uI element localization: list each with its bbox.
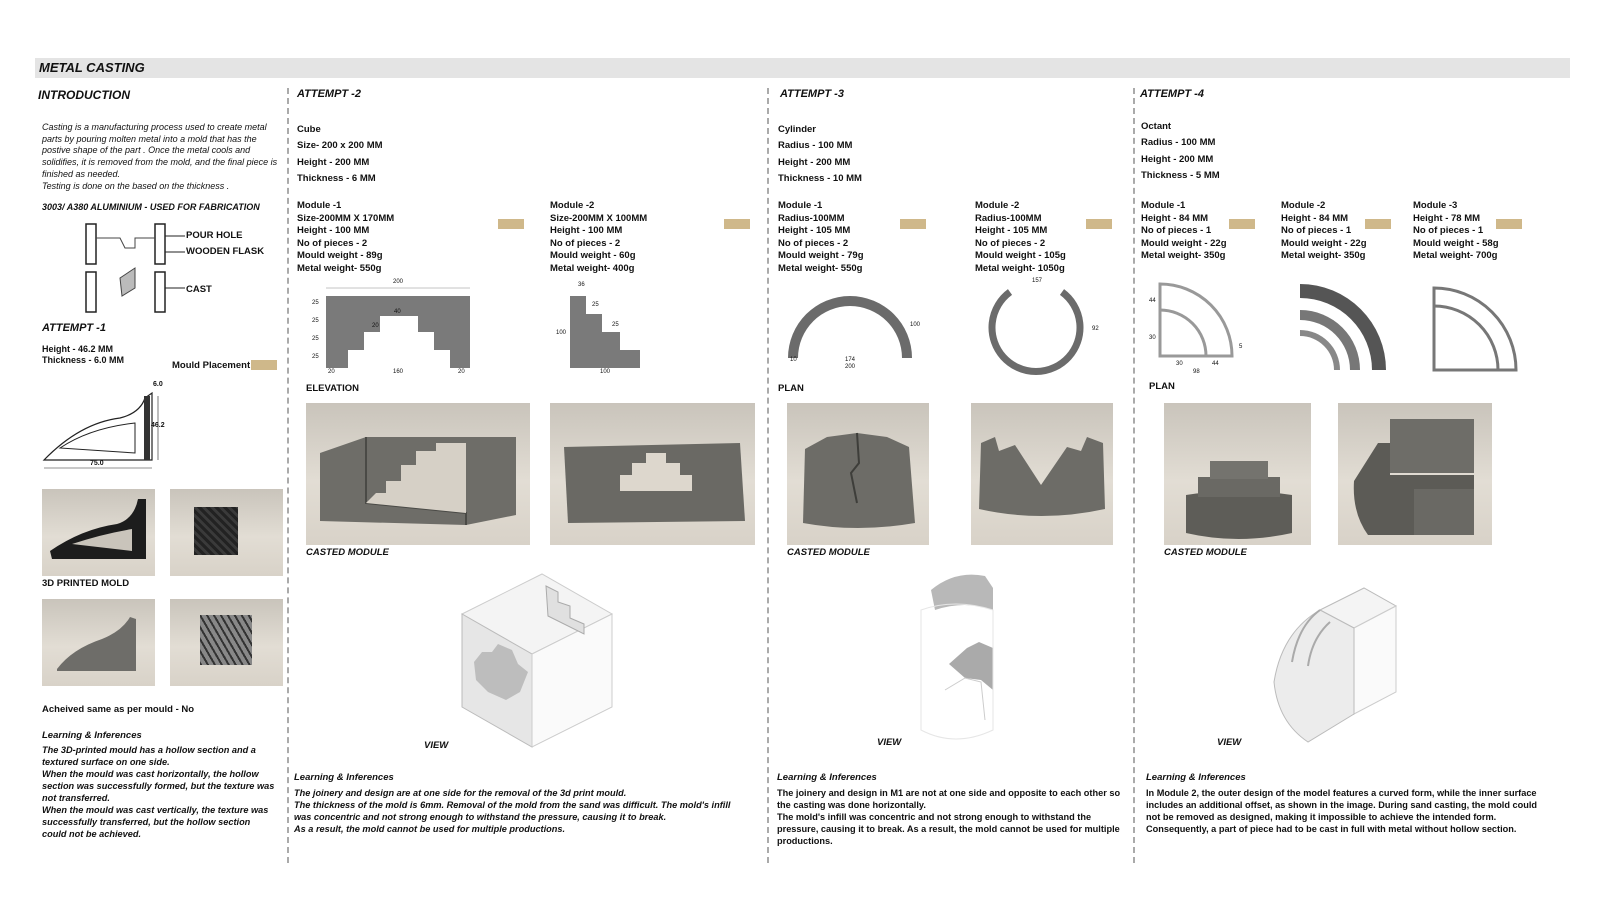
- casted-module-photo: [550, 403, 755, 545]
- diagram-label-pour-hole: POUR HOLE: [186, 230, 243, 241]
- mould-placement-icon: [1086, 219, 1112, 229]
- intro-heading: INTRODUCTION: [38, 88, 130, 102]
- material-label: 3003/ A380 ALUMINIUM - USED FOR FABRICATION: [42, 202, 260, 212]
- attempt3-module1: Module -1 Radius-100MM Height - 105 MM No of pieces - 2 Mould weight - 79g Metal weight- 550g: [778, 200, 864, 274]
- mould-placement-icon: [1229, 219, 1255, 229]
- attempt4-specs: Octant Radius - 100 MM Height - 200 MM Thickness - 5 MM: [1141, 121, 1220, 181]
- attempt4-plan-3: [1430, 284, 1520, 374]
- attempt3-plan-1: [784, 290, 919, 365]
- dim-label: 200: [845, 364, 856, 370]
- dim-label: 30: [1176, 361, 1183, 367]
- attempt3-learning-heading: Learning & Inferences: [777, 772, 877, 783]
- dim-label: 25: [312, 318, 319, 324]
- attempt2-learning-heading: Learning & Inferences: [294, 772, 394, 783]
- dim-label: 100: [556, 330, 567, 336]
- diagram-label-cast: CAST: [186, 284, 212, 295]
- attempt2-elevation-1: [322, 282, 477, 377]
- cast-texture-photo: [170, 599, 283, 686]
- attempt1-learning-text: The 3D-printed mould has a hollow section and a textured surface on one side. When the mould was cast horizontally, the hollow section was successfully formed, but the texture was not transferred. When the mould was cast vertically, the texture was successfully transferred, but the hollow section could not be achieved.: [42, 745, 275, 839]
- dim-label: 5: [1239, 344, 1243, 350]
- attempt3-plan-2: [982, 286, 1092, 376]
- casted-module-photo: [787, 403, 929, 545]
- attempt4-plan-1: [1156, 280, 1236, 360]
- mould-texture-photo: [170, 489, 283, 576]
- view-label: VIEW: [424, 740, 449, 751]
- dim-label: 98: [1193, 369, 1200, 375]
- attempt3-3d-view: [915, 570, 1005, 745]
- column-divider: [1133, 88, 1135, 863]
- dim-label: 20: [372, 323, 379, 329]
- attempt1-specs: Height - 46.2 MM Thickness - 6.0 MM: [42, 344, 125, 365]
- attempt4-module2: Module -2 Height - 84 MM No of pieces - 1 Mould weight - 22g Metal weight- 350g: [1281, 200, 1367, 262]
- dim-label: 25: [312, 336, 319, 342]
- mould-photo: [42, 489, 155, 576]
- attempt1-learning-heading: Learning & Inferences: [42, 730, 142, 741]
- dim-label: 10: [790, 357, 797, 363]
- diagram-label-wooden-flask: WOODEN FLASK: [186, 246, 265, 257]
- mould-placement-icon: [251, 360, 277, 370]
- attempt2-module1: Module -1 Size-200MM X 170MM Height - 100 MM No of pieces - 2 Mould weight - 89g Metal weight- 550g: [297, 200, 395, 274]
- dim-label: 160: [393, 369, 404, 375]
- mould-placement-icon: [498, 219, 524, 229]
- cast-photo: [42, 599, 155, 686]
- mould-placement-icon: [1496, 219, 1522, 229]
- intro-text: Casting is a manufacturing process used to create metal parts by pouring molten metal into a mold that has the postive shape of the part . Once the metal cools and solidifies, it is removed from the mold, and the final piece is finished as needed. Testing is done on the based on the thickness .: [42, 122, 278, 191]
- attempt1-caption: 3D PRINTED MOLD: [42, 578, 130, 589]
- casted-module-photo: [1338, 403, 1492, 545]
- dim-label: 200: [393, 279, 404, 285]
- casted-module-label: CASTED MODULE: [306, 547, 389, 558]
- attempt4-3d-view: [1268, 582, 1403, 747]
- dim-label: 44: [1212, 361, 1219, 367]
- title-banner: [35, 58, 1570, 78]
- dim-label: 36: [578, 282, 585, 288]
- plan-label: PLAN: [778, 383, 804, 394]
- attempt3-heading: ATTEMPT -3: [780, 88, 844, 100]
- mould-placement-icon: [724, 219, 750, 229]
- view-label: VIEW: [877, 737, 902, 748]
- attempt3-learning-text: The joinery and design in M1 are not at one side and opposite to each other so the casting was done horizontally. The mold's infill was concentric and not strong enough to withstand the pressure, causing it to break. As a result, the mold cannot be used for multiple productions.: [777, 788, 1121, 846]
- attempt4-learning-text: In Module 2, the outer design of the model features a curved form, while the inner surface includes an additional offset, as shown in the image. During sand casting, the mold could not be removed as designed, making it impossible to achieve the intended form. Consequently, a part of piece had to be cast in full with metal without hollow section.: [1146, 788, 1538, 834]
- attempt4-plan-2: [1296, 280, 1391, 375]
- dim-label: 25: [612, 322, 619, 328]
- dim-label: 157: [1032, 278, 1043, 284]
- casted-module-photo: [306, 403, 530, 545]
- dim-label: 174: [845, 357, 856, 363]
- attempt2-learning-text: The joinery and design are at one side for the removal of the 3d print mould. The thickness of the mold is 6mm. Removal of the mold from the sand was difficult. The mold's infill was concentric and not strong enough to withstand the pressure, causing it to break. As a result, the mold cannot be used for multiple productions.: [294, 788, 731, 834]
- dim-length: 75.0: [90, 460, 104, 467]
- casted-module-label: CASTED MODULE: [1164, 547, 1247, 558]
- attempt1-achieved: Acheived same as per mould - No: [42, 704, 195, 715]
- attempt2-heading: ATTEMPT -2: [297, 88, 361, 100]
- mould-placement-label: Mould Placement: [172, 360, 251, 371]
- dim-label: 44: [1149, 298, 1156, 304]
- attempt4-module1: Module -1 Height - 84 MM No of pieces - 1 Mould weight - 22g Metal weight- 350g: [1141, 200, 1227, 262]
- plan-label: PLAN: [1149, 381, 1175, 392]
- attempt2-specs: Cube Size- 200 x 200 MM Height - 200 MM Thickness - 6 MM: [297, 124, 383, 184]
- dim-label: 100: [600, 369, 611, 375]
- elevation-label: ELEVATION: [306, 383, 359, 394]
- dim-label: 20: [458, 369, 465, 375]
- column-divider: [767, 88, 769, 863]
- dim-height: 46.2: [151, 422, 165, 429]
- attempt4-learning-heading: Learning & Inferences: [1146, 772, 1246, 783]
- casted-module-photo: [971, 403, 1113, 545]
- mould-placement-icon: [900, 219, 926, 229]
- dim-label: 100: [910, 322, 921, 328]
- attempt1-heading: ATTEMPT -1: [42, 322, 106, 334]
- attempt4-heading: ATTEMPT -4: [1140, 88, 1204, 100]
- mould-placement-icon: [1365, 219, 1391, 229]
- casted-module-photo: [1164, 403, 1311, 545]
- column-divider: [287, 88, 289, 863]
- dim-label: 25: [312, 354, 319, 360]
- attempt2-3d-view: [458, 572, 618, 752]
- attempt2-elevation-2: [568, 288, 648, 373]
- page-title: METAL CASTING: [39, 60, 145, 75]
- attempt4-module3: Module -3 Height - 78 MM No of pieces - 1 Mould weight - 58g Metal weight- 700g: [1413, 200, 1499, 262]
- dim-label: 25: [312, 300, 319, 306]
- casted-module-label: CASTED MODULE: [787, 547, 870, 558]
- dim-label: 30: [1149, 335, 1156, 341]
- dim-label: 25: [592, 302, 599, 308]
- flask-diagram: [80, 218, 190, 318]
- attempt2-module2: Module -2 Size-200MM X 100MM Height - 100 MM No of pieces - 2 Mould weight - 60g Metal weight- 400g: [550, 200, 648, 274]
- dim-label: 92: [1092, 326, 1099, 332]
- attempt3-specs: Cylinder Radius - 100 MM Height - 200 MM Thickness - 10 MM: [778, 124, 862, 184]
- attempt3-module2: Module -2 Radius-100MM Height - 105 MM No of pieces - 2 Mould weight - 105g Metal weight- 1050g: [975, 200, 1066, 274]
- dim-thickness: 6.0: [153, 381, 163, 388]
- dim-label: 20: [328, 369, 335, 375]
- view-label: VIEW: [1217, 737, 1242, 748]
- dim-label: 40: [394, 309, 401, 315]
